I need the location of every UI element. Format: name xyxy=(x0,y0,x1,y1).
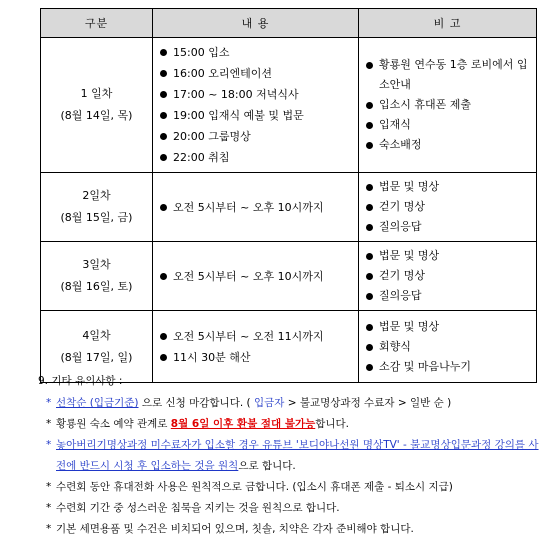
note-text: 황룡원 숙소 예약 관계로 xyxy=(56,418,171,430)
list-item: 17:00 ~ 18:00 저녁식사 xyxy=(173,84,352,105)
list-item: 오전 5시부터 ~ 오후 10시까지 xyxy=(173,197,352,218)
list-item: 법문 및 명상 xyxy=(379,246,530,266)
note-text: > 불교명상과정 수료자 > 일반 순 ) xyxy=(284,397,452,409)
list-item: 11시 30분 해산 xyxy=(173,347,352,368)
list-item: 19:00 입재식 예불 및 법문 xyxy=(173,105,352,126)
list-item: 소감 및 마음나누기 xyxy=(379,357,530,377)
remarks-cell xyxy=(359,242,537,311)
list-item: 질의응답 xyxy=(379,217,530,237)
note-text: 기본 세면용품 및 수건은 비치되어 있으며, 칫솔, 치약은 각자 준비해야 합니다. xyxy=(56,523,414,535)
note-highlight: 입금자 xyxy=(253,397,285,409)
list-item: 법문 및 명상 xyxy=(379,317,530,337)
day-cell xyxy=(41,38,153,173)
list-item: 걷기 명상 xyxy=(379,197,530,217)
day-cell xyxy=(41,242,153,311)
note-text: 으로 신청 마감합니다. ( xyxy=(138,397,254,409)
note-item xyxy=(46,519,548,540)
list-item: 22:00 취침 xyxy=(173,147,352,168)
note-text: 수련회 동안 휴대전화 사용은 원칙적으로 금합니다. (입소시 휴대폰 제출 - 퇴소시 지급) xyxy=(56,481,453,493)
day-label: 4일차 xyxy=(82,328,111,342)
day-date: (8월 14일, 목) xyxy=(60,109,133,122)
header-content: 내 용 xyxy=(153,9,359,38)
note-text: 수련회 기간 중 성스러운 침묵을 지키는 것을 원칙으로 합니다. xyxy=(56,502,340,514)
note-item xyxy=(46,477,548,498)
list-item: 질의응답 xyxy=(379,286,530,306)
list-item: 회향식 xyxy=(379,337,530,357)
star-bullet: * xyxy=(46,397,52,409)
notes-title: 9. 기타 유의사항 : xyxy=(38,375,123,387)
list-item: 15:00 입소 xyxy=(173,42,352,63)
header-remarks: 비 고 xyxy=(359,9,537,38)
note-highlight: 8월 6일 이후 환불 절대 불가능 xyxy=(170,418,316,430)
star-bullet: * xyxy=(46,523,52,535)
day-label: 1 일차 xyxy=(80,87,113,100)
remarks-cell xyxy=(359,38,537,173)
table-row xyxy=(41,173,537,242)
star-bullet: * xyxy=(46,481,52,493)
note-text: 합니다. xyxy=(315,418,350,430)
list-item: 입소시 휴대폰 제출 xyxy=(379,95,530,115)
note-item xyxy=(46,498,548,519)
table-header-row xyxy=(41,9,537,38)
note-highlight: 놓아버리기명상과정 미수료자가 입소할 경우 유튜브 '보디야나선원 명상TV' - 불교명상입문과정 강의를 사전에 반드시 시청 후 입소하는 것을 원칙 xyxy=(56,439,539,472)
star-bullet: * xyxy=(46,502,52,514)
table-row xyxy=(41,242,537,311)
table-row xyxy=(41,38,537,173)
note-text: 으로 합니다. xyxy=(238,460,296,472)
list-item: 황룡원 연수동 1층 로비에서 입소안내 xyxy=(379,55,530,95)
list-item: 입재식 xyxy=(379,115,530,135)
day-label: 2일차 xyxy=(82,189,111,202)
note-item xyxy=(46,393,548,414)
remarks-cell xyxy=(359,173,537,242)
note-item xyxy=(46,435,548,477)
day-label: 3일차 xyxy=(82,258,111,271)
day-date: (8월 16일, 토) xyxy=(60,280,133,293)
note-item xyxy=(46,414,548,435)
schedule-table xyxy=(40,8,537,383)
list-item: 법문 및 명상 xyxy=(379,177,530,197)
list-item: 오전 5시부터 ~ 오후 10시까지 xyxy=(173,266,352,287)
star-bullet: * xyxy=(46,418,52,430)
list-item: 20:00 그룹명상 xyxy=(173,126,352,147)
note-highlight: 선착순 (입금기준) xyxy=(56,397,139,409)
list-item: 걷기 명상 xyxy=(379,266,530,286)
header-category: 구분 xyxy=(41,9,153,38)
list-item: 숙소배정 xyxy=(379,135,530,155)
day-date: (8월 17일, 일) xyxy=(60,350,133,364)
list-item: 오전 5시부터 ~ 오전 11시까지 xyxy=(173,326,352,347)
content-cell xyxy=(153,173,359,242)
notes-section xyxy=(38,370,548,540)
star-bullet: * xyxy=(46,439,52,451)
list-item: 16:00 오리엔테이션 xyxy=(173,63,352,84)
day-cell xyxy=(41,173,153,242)
content-cell xyxy=(153,242,359,311)
day-date: (8월 15일, 금) xyxy=(60,211,133,224)
content-cell xyxy=(153,38,359,173)
